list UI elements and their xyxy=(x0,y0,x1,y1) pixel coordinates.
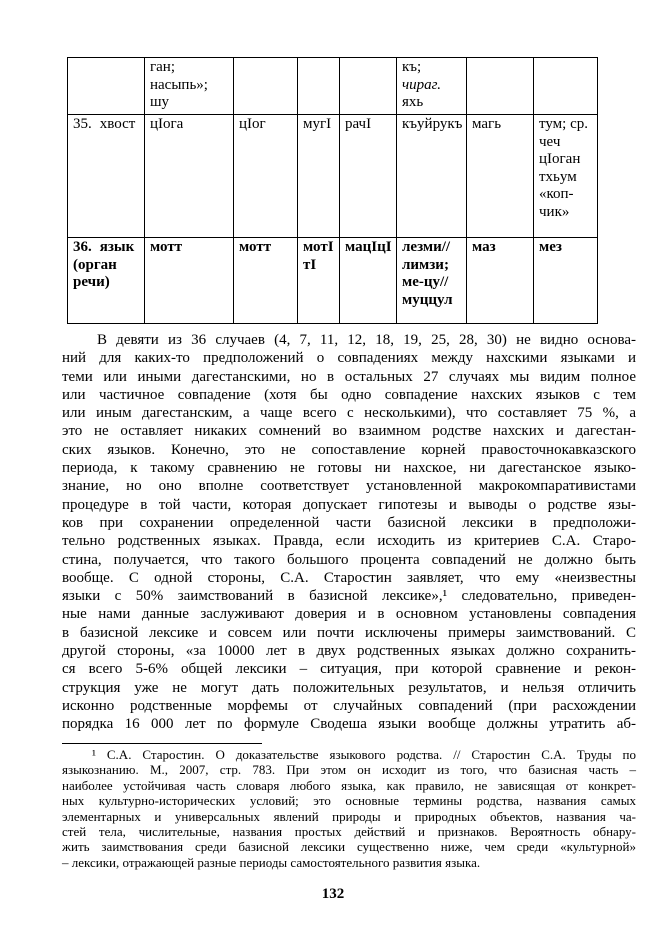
text-line: другой стороны, «за 10000 лет в двух родственных языках должно сохранить- xyxy=(62,643,636,660)
table-cell: мез xyxy=(534,238,598,324)
row-number: 35. xyxy=(73,116,92,132)
table-cell: мотт xyxy=(145,238,234,324)
table-row xyxy=(68,238,598,324)
text-line: или частичное совпадение (хотя бы одно совпадение нахских языков с тем xyxy=(62,386,636,403)
text-line: это не оставляет никаких сомнений во взаимном родстве нахских и дагестан- xyxy=(62,423,636,440)
table-cell: цIог xyxy=(234,115,298,238)
vocabulary-table xyxy=(67,57,598,324)
text-line: стина, получается, что такого большого процента совпадений не должно быть xyxy=(62,551,636,568)
cell-text: яхь xyxy=(402,94,424,110)
footnote-line: – лексики, отражающей разные периоды самостоятельного развития языка. xyxy=(62,854,481,870)
text-line: языки с 50% заимствований в базисной лексике»,¹ следовательно, приведен- xyxy=(62,588,636,605)
text-line: знание, но оно вполне соответствует установленной макрокомпаративистами xyxy=(62,478,636,495)
row-label: язык (орган речи) xyxy=(73,239,135,290)
body-paragraph xyxy=(62,331,636,734)
footnote-line: стей тела, числительные, названия простых действий и признаков. Вероятность обнару- xyxy=(62,824,636,840)
table-cell: тум; ср. чеч цIоган тхьум «коп-чик» xyxy=(534,115,598,238)
table-cell xyxy=(68,238,145,324)
text-line: периода, к такому сравнению не готовы ни нахское, ни дагестанское языко- xyxy=(62,460,636,477)
footnote xyxy=(62,747,636,870)
table-row xyxy=(68,58,598,115)
dialect-abbreviation: чираг. xyxy=(402,76,442,93)
text-line: ся всего 5-6% общей лексики – ситуация, при которой сравнение и рекон- xyxy=(62,661,636,678)
table-cell: цIога xyxy=(145,115,234,238)
table-cell: маз xyxy=(467,238,534,324)
footnote-line: наиболее устойчивая часть словаря любого языка, как правило, не зависящая от конкрет- xyxy=(62,777,636,793)
cell-text: къ; xyxy=(402,59,422,75)
footnote-line: ных культурно-исторических условий; это основные термины родства, названия самых xyxy=(62,793,636,809)
comparison-table-body xyxy=(68,58,598,324)
text-line: струкция уже не могут дать положительных результатов, и нельзя отличить xyxy=(62,679,636,696)
table-cell: къуйрукъ xyxy=(397,115,467,238)
table-cell: рачI xyxy=(340,115,397,238)
table-cell xyxy=(397,58,467,115)
footnote-line: элементарных и универсальных явлений природы и природных объектов, названия ча- xyxy=(62,808,636,824)
table-cell xyxy=(234,58,298,115)
row-label: хвост xyxy=(99,116,136,132)
table-cell xyxy=(298,58,340,115)
text-line: В девяти из 36 случаев (4, 7, 11, 12, 18, 19, 25, 28, 30) не видно основа- xyxy=(97,332,636,348)
text-line: ков при сохранении определенной части базисной лексики в предположи- xyxy=(62,514,636,531)
footnote-separator xyxy=(62,743,262,744)
text-line: процедуре в той части, которая допускает гипотезы и выводы о родстве язы- xyxy=(62,496,636,513)
table-cell xyxy=(340,58,397,115)
text-line: исконно родственные морфемы от случайных совпадений (при расхождении xyxy=(62,697,636,714)
text-line: порядка 16 000 лет по формуле Сводеша языки вообще должны утратить аб- xyxy=(62,716,636,733)
table-cell: мугI xyxy=(298,115,340,238)
footnote-line: жить заимствования среди базисной лексики существенно ниже, чем среди «культурной» xyxy=(62,839,636,855)
text-line: тельно родственных языках. Правда, если исходить из критериев С.А. Старо- xyxy=(62,533,636,550)
table-cell xyxy=(68,58,145,115)
text-line: ских языков. Конечно, это не сопоставление корней правосточнокавказского xyxy=(62,441,636,458)
table-cell xyxy=(534,58,598,115)
row-number: 36. xyxy=(73,239,92,255)
table-cell: мацIцI xyxy=(340,238,397,324)
table-row xyxy=(68,115,598,238)
table-cell: магь xyxy=(467,115,534,238)
table-cell xyxy=(68,115,145,238)
text-line: ные нами данные заслуживают доверия и в основном установлены совпадения xyxy=(62,606,636,623)
page-number: 132 xyxy=(321,886,345,902)
table-cell: мотIтI xyxy=(298,238,340,324)
text-line: или иным дагестанским, а чаще всего с несколькими), что составляет 75 %, а xyxy=(62,405,636,422)
table-cell: ган; насыпь»; шу xyxy=(145,58,234,115)
text-line: вообще. С одной стороны, С.А. Старостин заявляет, что ему «неизвестны xyxy=(62,569,636,586)
table-cell: лезми//лимзи; ме-цу//муццул xyxy=(397,238,467,324)
text-line: в базисной лексике и совсем или почти исключены примеры заимствований. С xyxy=(62,624,636,641)
footnote-line: языкознанию. М., 2007, стр. 783. При этом он исходит из того, что базисная часть – xyxy=(62,762,636,778)
text-line: теми или иными дагестанскими, но в остальных 27 случаях мы видим полное xyxy=(62,368,636,385)
text-line: ний для каких-то предположений о совпадениях между нахскими языками и xyxy=(62,350,636,367)
footnote-line: ¹ С.А. Старостин. О доказательстве языкового родства. // Старостин С.А. Труды по xyxy=(92,747,636,762)
table-cell xyxy=(467,58,534,115)
table-cell: мотт xyxy=(234,238,298,324)
